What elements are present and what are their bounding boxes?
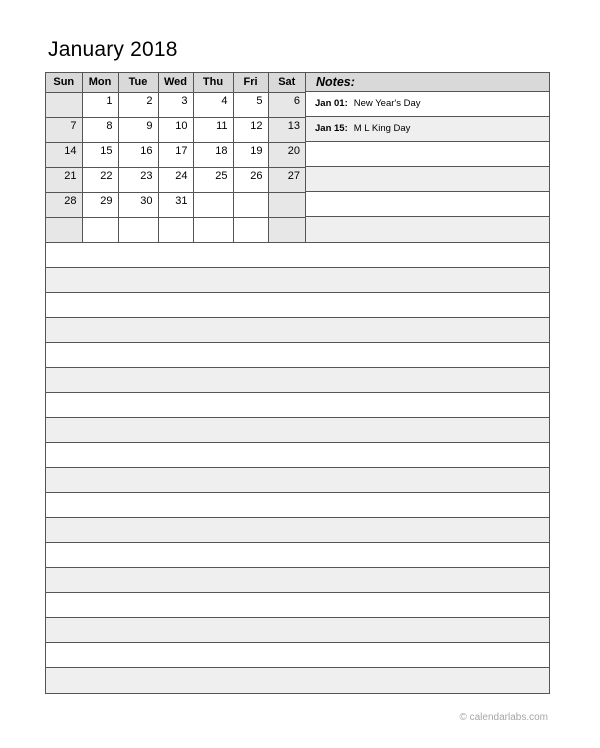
day-cell[interactable]: 29 bbox=[82, 192, 118, 217]
day-cell[interactable]: 12 bbox=[233, 117, 268, 142]
day-cell[interactable]: 2 bbox=[118, 92, 158, 117]
month-grid bbox=[46, 73, 306, 242]
day-cell[interactable]: 11 bbox=[193, 117, 233, 142]
note-line[interactable] bbox=[46, 543, 549, 568]
note-line[interactable] bbox=[46, 468, 549, 493]
day-cell[interactable]: 22 bbox=[82, 167, 118, 192]
note-date: Jan 01: bbox=[315, 98, 348, 109]
day-cell[interactable]: 19 bbox=[233, 142, 268, 167]
note-row[interactable] bbox=[306, 117, 549, 142]
day-cell[interactable]: 26 bbox=[233, 167, 268, 192]
day-cell[interactable]: 3 bbox=[158, 92, 193, 117]
day-cell[interactable] bbox=[158, 217, 193, 242]
day-cell[interactable]: 21 bbox=[46, 167, 82, 192]
note-row[interactable] bbox=[306, 92, 549, 117]
day-cell[interactable]: 27 bbox=[268, 167, 305, 192]
day-cell[interactable]: 7 bbox=[46, 117, 82, 142]
day-cell[interactable]: 24 bbox=[158, 167, 193, 192]
calendar-top-section bbox=[46, 73, 549, 243]
day-cell[interactable] bbox=[233, 217, 268, 242]
notes-panel bbox=[306, 73, 549, 242]
note-line[interactable] bbox=[46, 418, 549, 443]
note-row[interactable] bbox=[306, 192, 549, 217]
day-cell[interactable] bbox=[268, 192, 305, 217]
day-cell[interactable]: 10 bbox=[158, 117, 193, 142]
weekday-header: Wed bbox=[158, 73, 193, 92]
note-row[interactable] bbox=[306, 167, 549, 192]
day-cell[interactable] bbox=[46, 217, 82, 242]
note-line[interactable] bbox=[46, 443, 549, 468]
note-text: New Year's Day bbox=[353, 98, 421, 109]
footer-credit: © calendarlabs.com bbox=[459, 712, 548, 723]
note-line[interactable] bbox=[46, 618, 549, 643]
weekday-header: Thu bbox=[193, 73, 233, 92]
note-text: M L King Day bbox=[353, 123, 411, 134]
note-line[interactable] bbox=[46, 293, 549, 318]
week-row bbox=[46, 117, 305, 142]
day-cell[interactable]: 28 bbox=[46, 192, 82, 217]
calendar-sheet bbox=[45, 72, 550, 694]
week-row bbox=[46, 167, 305, 192]
day-cell[interactable]: 16 bbox=[118, 142, 158, 167]
day-cell[interactable] bbox=[268, 217, 305, 242]
note-line[interactable] bbox=[46, 593, 549, 618]
day-cell[interactable]: 18 bbox=[193, 142, 233, 167]
note-line[interactable] bbox=[46, 518, 549, 543]
day-cell[interactable] bbox=[82, 217, 118, 242]
day-cell[interactable]: 23 bbox=[118, 167, 158, 192]
weekday-header: Mon bbox=[82, 73, 118, 92]
note-line[interactable] bbox=[46, 568, 549, 593]
day-cell[interactable] bbox=[46, 92, 82, 117]
note-line[interactable] bbox=[46, 668, 549, 693]
day-cell[interactable]: 8 bbox=[82, 117, 118, 142]
note-line[interactable] bbox=[46, 243, 549, 268]
note-row[interactable] bbox=[306, 142, 549, 167]
weekday-header: Fri bbox=[233, 73, 268, 92]
ruled-notes-area bbox=[46, 243, 549, 693]
day-cell[interactable]: 5 bbox=[233, 92, 268, 117]
day-cell[interactable]: 13 bbox=[268, 117, 305, 142]
note-line[interactable] bbox=[46, 368, 549, 393]
weekday-header: Sat bbox=[268, 73, 305, 92]
day-cell[interactable] bbox=[233, 192, 268, 217]
week-row bbox=[46, 92, 305, 117]
week-row bbox=[46, 192, 305, 217]
weekday-header: Sun bbox=[46, 73, 82, 92]
day-cell[interactable]: 9 bbox=[118, 117, 158, 142]
day-cell[interactable] bbox=[193, 192, 233, 217]
day-cell[interactable]: 20 bbox=[268, 142, 305, 167]
day-cell[interactable]: 6 bbox=[268, 92, 305, 117]
day-cell[interactable]: 15 bbox=[82, 142, 118, 167]
day-cell[interactable]: 14 bbox=[46, 142, 82, 167]
day-cell[interactable]: 4 bbox=[193, 92, 233, 117]
day-cell[interactable] bbox=[118, 217, 158, 242]
week-row bbox=[46, 142, 305, 167]
note-line[interactable] bbox=[46, 318, 549, 343]
day-cell[interactable] bbox=[193, 217, 233, 242]
day-cell[interactable]: 30 bbox=[118, 192, 158, 217]
note-line[interactable] bbox=[46, 393, 549, 418]
note-row[interactable] bbox=[306, 217, 549, 242]
week-row bbox=[46, 217, 305, 242]
day-cell[interactable]: 31 bbox=[158, 192, 193, 217]
note-line[interactable] bbox=[46, 268, 549, 293]
weekday-header: Tue bbox=[118, 73, 158, 92]
day-cell[interactable]: 17 bbox=[158, 142, 193, 167]
note-line[interactable] bbox=[46, 643, 549, 668]
day-cell[interactable]: 25 bbox=[193, 167, 233, 192]
note-line[interactable] bbox=[46, 343, 549, 368]
weekday-header-row bbox=[46, 73, 305, 92]
page-title: January 2018 bbox=[48, 38, 178, 61]
note-line[interactable] bbox=[46, 493, 549, 518]
notes-label: Notes: bbox=[306, 73, 549, 92]
note-date: Jan 15: bbox=[315, 123, 348, 134]
day-cell[interactable]: 1 bbox=[82, 92, 118, 117]
